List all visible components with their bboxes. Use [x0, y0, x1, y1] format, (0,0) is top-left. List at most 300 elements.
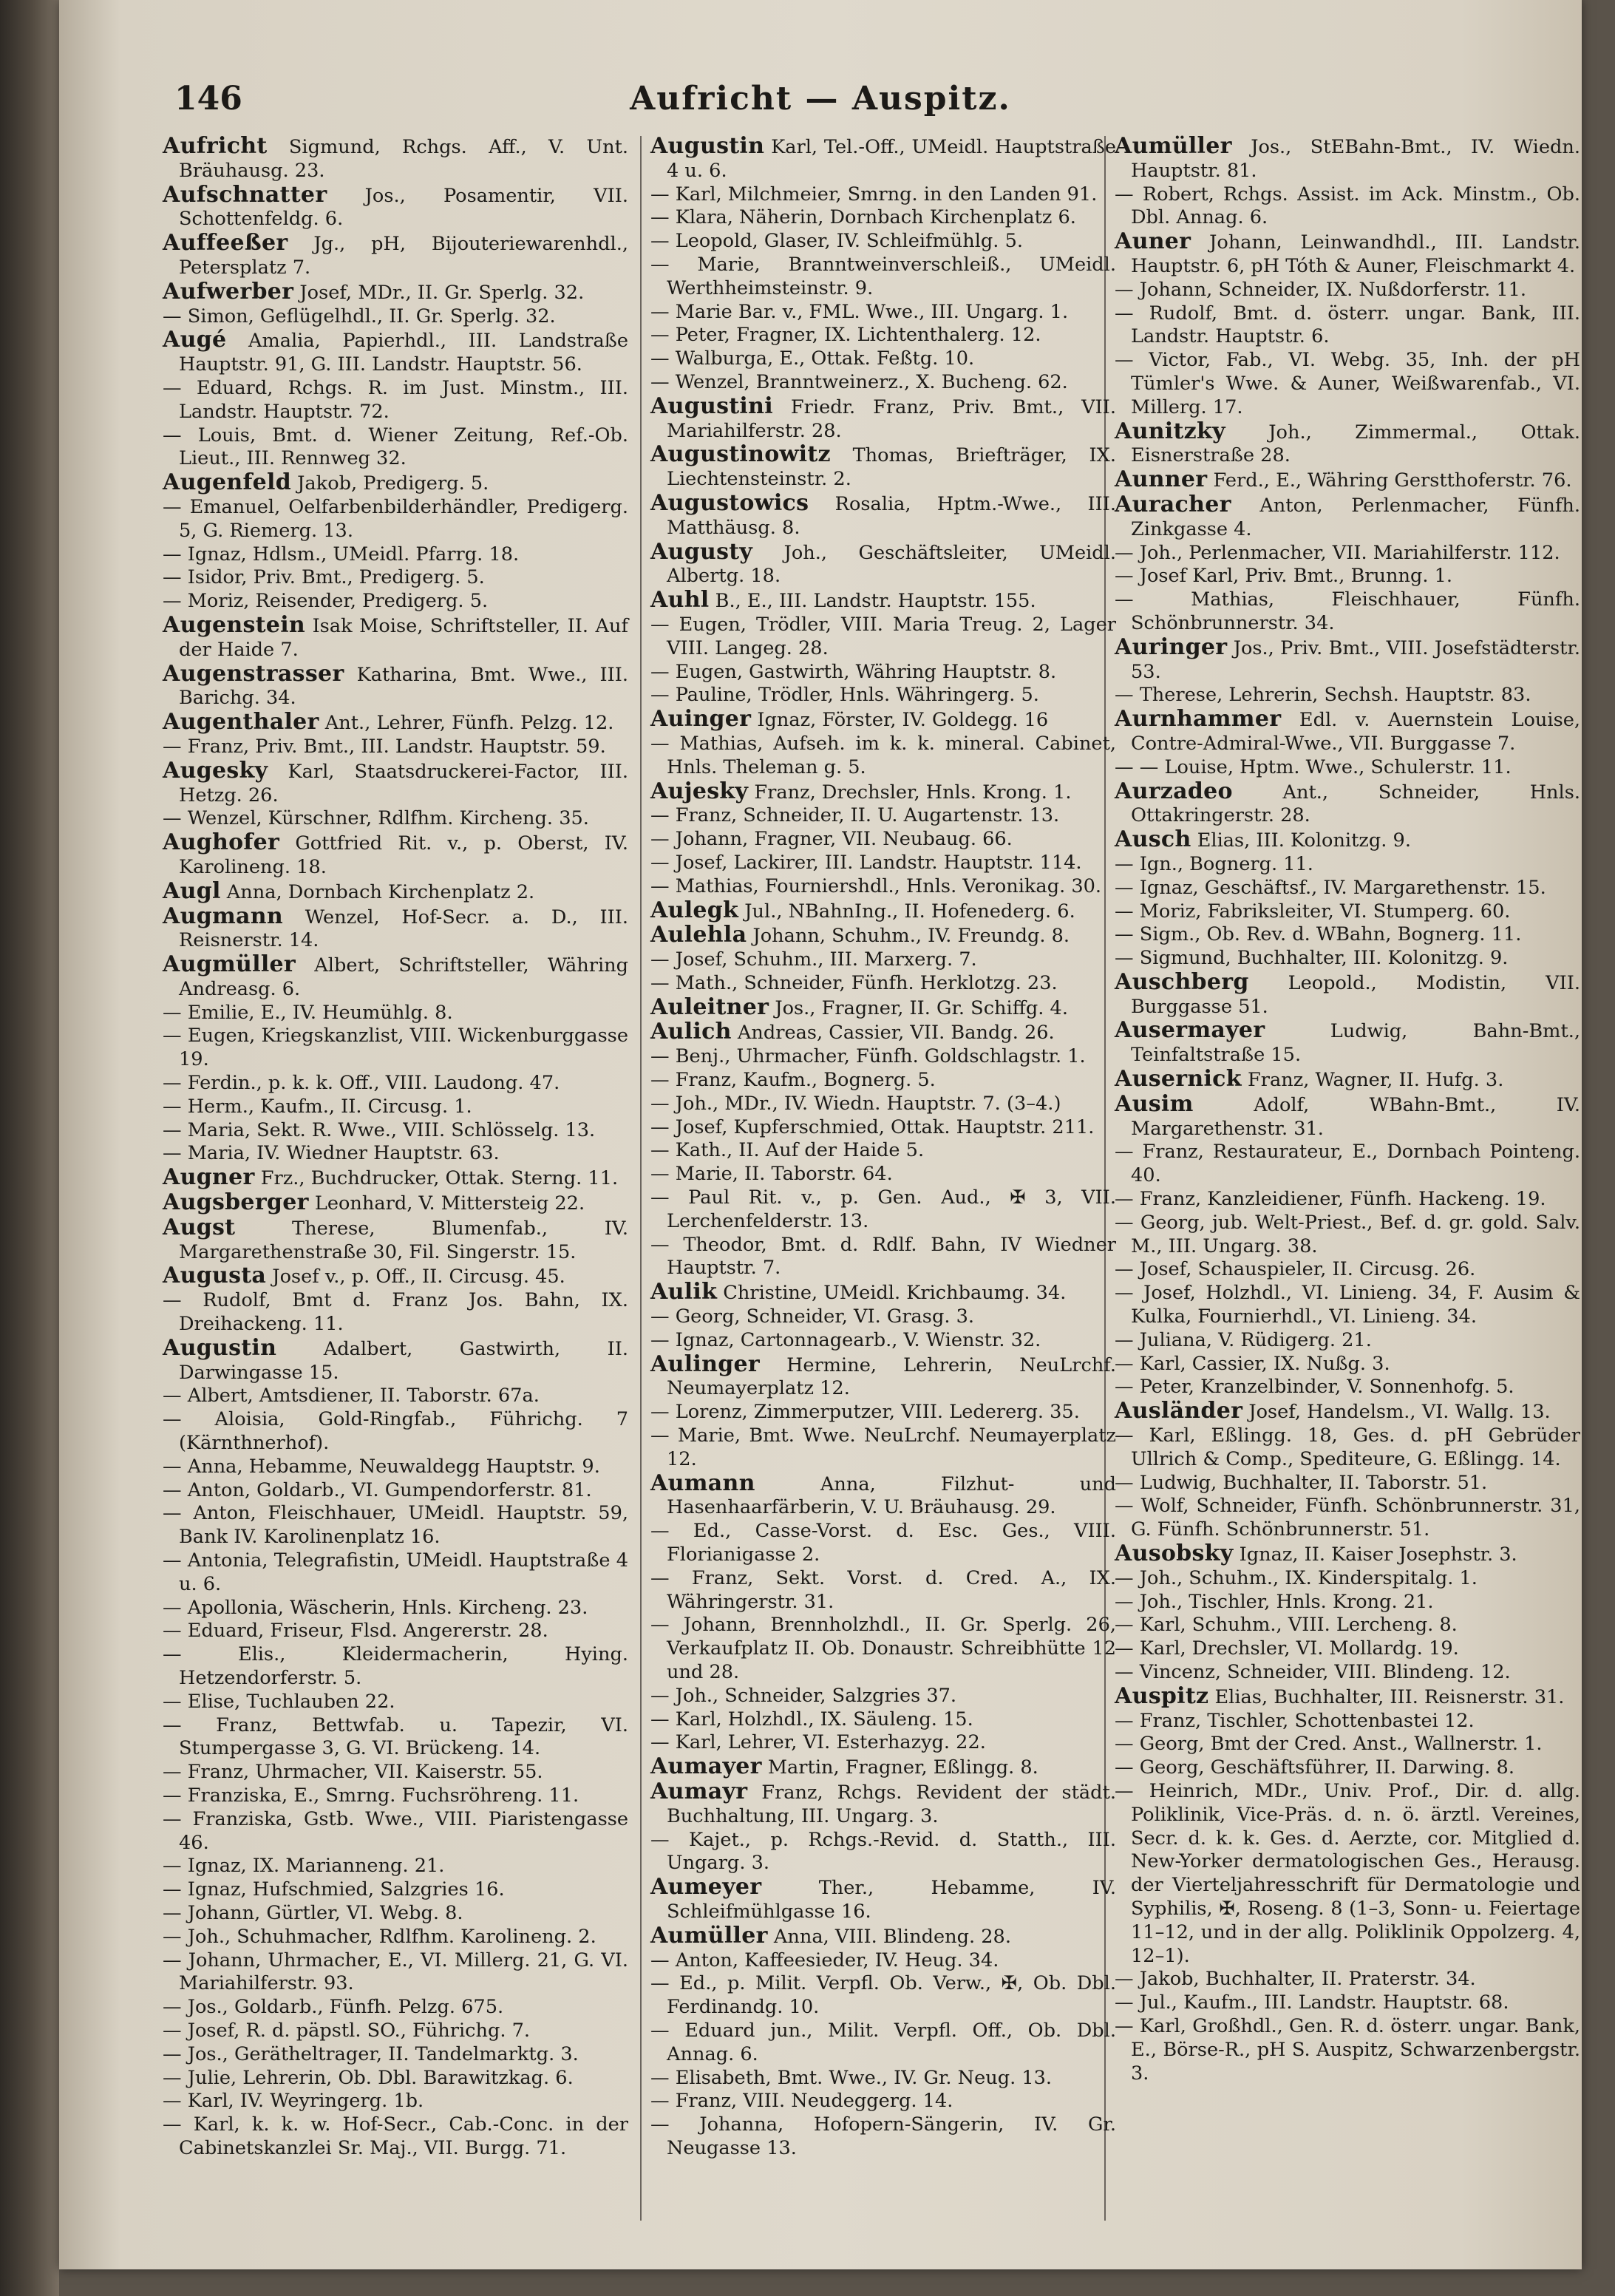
directory-entry [1115, 1376, 1580, 1399]
entry-text: — Karl, IV. Weyringerg. 1b. [163, 2090, 424, 2113]
entry-text: — Eugen, Kriegskanzlist, VIII. Wickenburggasse 19. [163, 1025, 628, 1071]
directory-entry [1115, 1682, 1580, 1710]
directory-entry [650, 1685, 1116, 1708]
entry-text: Joh., Geschäftsleiter, UMeidl. Albertg. 18. [667, 541, 1116, 588]
directory-entry [1115, 1710, 1580, 1733]
entry-text: Andreas, Cassier, VII. Bandg. 26. [731, 1022, 1055, 1045]
entry-text: — Joh., Schuhm., IX. Kinderspitalg. 1. [1115, 1566, 1478, 1589]
directory-entry [650, 443, 1116, 492]
entry-text: — Joh., Schuhmacher, Rdlfhm. Karolineng. 2. [163, 1925, 596, 1948]
entry-text: — Ignaz, Hdlsm., UMeidl. Pfarrg. 18. [163, 543, 520, 565]
entry-text: — Ed., Casse-Vorst. d. Esc. Ges., VIII. Florianigasse 2. [650, 1520, 1116, 1566]
directory-entry [650, 1731, 1116, 1755]
entry-surname: Augesky [163, 757, 268, 784]
directory-entry [163, 1502, 628, 1549]
directory-entry [163, 759, 628, 808]
directory-entry [650, 540, 1116, 589]
directory-entry [650, 733, 1116, 780]
entry-text: Elias, III. Kolonitzg. 9. [1191, 829, 1411, 852]
entry-surname: Auner [1115, 228, 1191, 255]
directory-entry [1115, 707, 1580, 756]
entry-text: — Math., Schneider, Fünfh. Herklotzg. 23. [650, 971, 1058, 994]
entry-surname: Auleitner [650, 994, 769, 1020]
directory-entry [1115, 1991, 1580, 2015]
entry-text: Josef, MDr., II. Gr. Sperlg. 32. [293, 281, 585, 304]
entry-text: — Eduard, Rchgs. R. im Just. Minstm., III. Landstr. Hauptstr. 72. [163, 376, 628, 423]
entry-text: Wenzel, Hof-Secr. a. D., III. Reisnerstr. 14. [179, 906, 628, 952]
entry-text: — Apollonia, Wäscherin, Hnls. Kircheng. 23. [163, 1596, 588, 1619]
entry-text: — Anna, Hebamme, Neuwaldegg Hauptstr. 9. [163, 1455, 600, 1478]
directory-entry [1115, 900, 1580, 924]
directory-entry [1115, 1756, 1580, 1780]
directory-entry [650, 948, 1116, 972]
entry-surname: Aurnhammer [1115, 706, 1282, 733]
entry-text: — Josef, Lackirer, III. Landstr. Hauptstr. 114. [650, 851, 1082, 874]
directory-entry [163, 305, 628, 329]
directory-entry [163, 1385, 628, 1408]
entry-text: Amalia, Papierhdl., III. Landstraße Hauptstr. 91, G. III. Landstr. Hauptstr. 56. [179, 330, 628, 376]
directory-entry [1115, 1329, 1580, 1353]
directory-entry [1115, 1188, 1580, 1212]
directory-entry [1115, 302, 1580, 350]
entry-text: — Anton, Kaffeesieder, IV. Heug. 34. [650, 1949, 999, 1971]
directory-entry [1115, 1472, 1580, 1495]
entry-text: — Elise, Tuchlauben 22. [163, 1690, 395, 1713]
entry-surname: Auschberg [1115, 968, 1249, 995]
directory-entry [650, 852, 1116, 875]
directory-entry [163, 231, 628, 280]
directory-entry [650, 661, 1116, 685]
entry-text: — Karl, Lehrer, VI. Esterhazyg. 22. [650, 1731, 986, 1754]
entry-surname: Aughofer [163, 829, 280, 856]
entry-surname: Augmüller [163, 951, 296, 978]
entry-text: — Elis., Kleidermacherin, Hying. Hetzendorferstr. 5. [163, 1643, 628, 1689]
entry-text: — Franz, Restaurateur, E., Dornbach Pointeng. 40. [1115, 1141, 1580, 1187]
entry-surname: Augustinowitz [650, 441, 831, 468]
entry-text: — Josef, Kupferschmied, Ottak. Hauptstr. 211. [650, 1115, 1095, 1138]
directory-entry [650, 996, 1116, 1021]
directory-entry [650, 2067, 1116, 2090]
entry-text: Ant., Schneider, Hnls. Ottakringerstr. 28. [1131, 781, 1580, 827]
entry-surname: Aurzadeo [1115, 778, 1233, 804]
entry-text: — Eduard jun., Milit. Verpfl. Off., Ob. Dbl. Annag. 6. [650, 2019, 1116, 2065]
entry-text: — Johann, Uhrmacher, E., VI. Millerg. 21, G. VI. Mariahilferstr. 93. [163, 1949, 628, 1995]
directory-entry [163, 1289, 628, 1336]
directory-entry [1115, 1353, 1580, 1376]
entry-text: — Paul Rit. v., p. Gen. Aud., ✠ 3, VII. Lerchenfelderstr. 13. [650, 1186, 1116, 1232]
entry-text: — Simon, Geflügelhdl., II. Gr. Sperlg. 32. [163, 305, 556, 327]
entry-text: — Franziska, E., Smrng. Fuchsröhreng. 11. [163, 1784, 579, 1807]
entry-text: — Joh., MDr., IV. Wiedn. Hauptstr. 7. (3–4.) [650, 1092, 1061, 1115]
entry-surname: Augustini [650, 393, 773, 419]
entry-text: — Walburga, E., Ottak. Feßtg. 10. [650, 347, 975, 370]
directory-entry [1115, 1591, 1580, 1614]
directory-entry [1115, 565, 1580, 588]
directory-entry [650, 1972, 1116, 2020]
entry-text: — Karl, Eßlingg. 18, Ges. d. pH Gebrüder Ullrich & Comp., Spediteure, G. Eßlingg. 14. [1115, 1424, 1580, 1470]
entry-surname: Augst [163, 1214, 236, 1240]
entry-text: — Jul., Kaufm., III. Landstr. Hauptstr. 68. [1115, 1991, 1509, 2014]
entry-text: — Louis, Bmt. d. Wiener Zeitung, Ref.-Ob. Lieut., III. Rennweg 32. [163, 424, 628, 470]
directory-entry [1115, 349, 1580, 419]
entry-text: Ferd., E., Währing Gerstthoferstr. 76. [1207, 469, 1572, 492]
directory-entry [163, 2043, 628, 2067]
entry-surname: Augenfeld [163, 469, 292, 496]
directory-entry [650, 1924, 1116, 1949]
entry-surname: Aumayr [650, 1778, 748, 1804]
entry-text: — Jakob, Buchhalter, II. Praterstr. 34. [1115, 1968, 1476, 1991]
entry-text: — — Louise, Hptm. Wwe., Schulerstr. 11. [1115, 755, 1512, 778]
directory-entry [650, 804, 1116, 828]
directory-entry [163, 543, 628, 567]
entry-surname: Aufwerber [163, 278, 294, 305]
entry-text: — Franz, VIII. Neudeggerg. 14. [650, 2090, 953, 2113]
directory-entry [650, 371, 1116, 395]
directory-entry [163, 831, 628, 880]
directory-entry [650, 1780, 1116, 1829]
directory-entry [163, 2020, 628, 2043]
entry-text: — Moriz, Reisender, Predigerg. 5. [163, 590, 489, 613]
directory-entry [650, 347, 1116, 371]
directory-entry [163, 1643, 628, 1691]
directory-entry [1115, 588, 1580, 636]
entry-text: Leonhard, V. Mittersteig 22. [308, 1192, 585, 1215]
directory-entry [1115, 968, 1580, 1019]
directory-entry [650, 183, 1116, 207]
entry-text: Christine, UMeidl. Krichbaumg. 34. [717, 1282, 1067, 1305]
entry-text: Josef v., p. Off., II. Circusg. 45. [266, 1266, 565, 1288]
directory-entry [163, 1456, 628, 1479]
directory-entry [163, 1597, 628, 1620]
entry-text: — Ignaz, IX. Marianneng. 21. [163, 1855, 445, 1878]
directory-entry [163, 1808, 628, 1855]
entry-surname: Auffeeßer [163, 230, 288, 257]
entry-surname: Ausch [1115, 826, 1191, 853]
directory-entry [163, 2067, 628, 2090]
directory-entry [650, 899, 1116, 924]
entry-text: — Rudolf, Bmt. d. österr. ungar. Bank, III. Landstr. Hauptstr. 6. [1115, 302, 1580, 348]
entry-surname: Aufricht [163, 133, 268, 159]
entry-text: — Franz, Bettwfab. u. Tapezir, VI. Stumpergasse 3, G. VI. Brückeng. 14. [163, 1713, 628, 1760]
directory-entry [650, 780, 1116, 805]
directory-entry [163, 1096, 628, 1119]
entry-text: — Antonia, Telegrafistin, UMeidl. Hauptstraße 4 u. 6. [163, 1549, 628, 1595]
entry-text: Karl, Staatsdruckerei-Factor, III. Hetzg. 26. [179, 760, 628, 806]
directory-entry [1115, 1282, 1580, 1329]
directory-entry [1115, 1495, 1580, 1542]
directory-entry [650, 1305, 1116, 1329]
entry-text: — Moriz, Fabriksleiter, VI. Stumperg. 60. [1115, 900, 1511, 923]
entry-surname: Augsberger [163, 1189, 309, 1216]
entry-text: Friedr. Franz, Priv. Bmt., VII. Mariahilferstr. 28. [667, 395, 1116, 442]
entry-text: — Klara, Näherin, Dornbach Kirchenplatz 6. [650, 206, 1076, 229]
entry-surname: Aulegk [650, 897, 739, 923]
entry-surname: Augenstein [163, 611, 306, 638]
directory-entry [650, 1116, 1116, 1140]
directory-entry [1115, 230, 1580, 279]
directory-entry [1115, 135, 1580, 183]
entry-surname: Augner [163, 1164, 255, 1191]
entry-text: — Wenzel, Kürschner, Rdlfhm. Kircheng. 35. [163, 807, 589, 830]
entry-text: — Sigm., Ob. Rev. d. WBahn, Bognerg. 11. [1115, 923, 1522, 946]
entry-text: Katharina, Bmt. Wwe., III. Barichg. 34. [179, 663, 628, 710]
entry-text: — Marie, Branntweinverschleiß., UMeidl. Werthheimsteinstr. 9. [650, 253, 1116, 299]
entry-text: — Julie, Lehrerin, Ob. Dbl. Barawitzkag. 6. [163, 2066, 574, 2089]
directory-entry [650, 206, 1116, 230]
entry-surname: Aulinger [650, 1351, 760, 1377]
directory-entry [1115, 1399, 1580, 1424]
directory-entry [1115, 1661, 1580, 1685]
directory-entry [650, 1424, 1116, 1472]
entry-text: — Theodor, Bmt. d. Rdlf. Bahn, IV Wiedner Hauptstr. 7. [650, 1233, 1116, 1280]
entry-surname: Augenthaler [163, 709, 319, 736]
directory-entry [1115, 420, 1580, 469]
entry-text: Jos., StEBahn-Bmt., IV. Wiedn. Hauptstr. 81. [1131, 136, 1580, 182]
entry-text: — Albert, Amtsdiener, II. Taborstr. 67a. [163, 1385, 540, 1407]
entry-text: Franz, Rchgs. Revident der städt. Buchhaltung, III. Ungarg. 3. [667, 1781, 1116, 1827]
entry-surname: Auspitz [1115, 1682, 1209, 1709]
entry-text: — Karl, k. k. w. Hof-Secr., Cab.-Conc. in der Cabinetskanzlei Sr. Maj., VII. Burgg. 71. [163, 2113, 628, 2159]
entry-surname: Aumüller [1115, 133, 1232, 159]
entry-text: Franz, Drechsler, Hnls. Krong. 1. [748, 781, 1072, 804]
entry-text: Albert, Schriftsteller, Währing Andreasg. 6. [179, 954, 628, 1000]
entry-text: — Emilie, E., IV. Heumühlg. 8. [163, 1001, 453, 1024]
directory-entry [1115, 756, 1580, 780]
entry-text: — Georg, jub. Welt-Priest., Bef. d. gr. gold. Salv. M., III. Ungarg. 38. [1115, 1211, 1580, 1257]
directory-entry [163, 1902, 628, 1926]
entry-text: Anna, Filzhut- und Hasenhaarfärberin, V. U. Bräuhausg. 29. [667, 1473, 1116, 1519]
directory-entry [1115, 183, 1580, 231]
column-2 [650, 135, 1116, 2161]
entry-surname: Augustowics [650, 489, 809, 516]
entry-text: Elias, Buchhalter, III. Reisnerstr. 31. [1208, 1685, 1565, 1708]
entry-text: — Marie Bar. v., FML. Wwe., III. Ungarg. 1. [650, 300, 1069, 323]
entry-text: — Georg, Geschäftsführer, II. Darwing. 8. [1115, 1756, 1514, 1779]
entry-text: — Karl, Milchmeier, Smrng. in den Landen 91. [650, 183, 1098, 206]
directory-entry [163, 280, 628, 305]
entry-text: Jul., NBahnIng., II. Hofenederg. 6. [738, 900, 1075, 923]
entry-text: — Wolf, Schneider, Fünfh. Schönbrunnerstr. 31, G. Fünfh. Schönbrunnerstr. 51. [1115, 1495, 1580, 1541]
book-spine [0, 0, 59, 2296]
directory-entry [1115, 923, 1580, 947]
directory-entry [163, 1761, 628, 1784]
entry-text: — Juliana, V. Rüdigerg. 21. [1115, 1328, 1372, 1351]
directory-entry [650, 1614, 1116, 1684]
entry-text: — Ignaz, Geschäftsf., IV. Margarethenstr. 15. [1115, 876, 1546, 899]
directory-entry [650, 1093, 1116, 1116]
entry-text: — Josef, Schuhm., III. Marxerg. 7. [650, 948, 977, 971]
directory-entry [650, 2020, 1116, 2067]
running-title: Aufricht — Auspitz. [630, 80, 1011, 118]
entry-text: — Ignaz, Hufschmied, Salzgries 16. [163, 1878, 505, 1901]
entry-text: — Marie, Bmt. Wwe. NeuLrchf. Neumayerplatz 12. [650, 1424, 1116, 1470]
directory-entry [163, 377, 628, 424]
entry-text: — Herm., Kaufm., II. Circusg. 1. [163, 1095, 472, 1118]
page-number: 146 [174, 80, 242, 118]
entry-surname: Aumeyer [650, 1874, 762, 1901]
entry-text: — Aloisia, Gold-Ringfab., Führichg. 7 (Kärnthnerhof). [163, 1408, 628, 1455]
entry-text: — Mathias, Fourniershdl., Hnls. Veronikag. 30. [650, 874, 1102, 897]
entry-text: — Georg, Bmt der Cred. Anst., Wallnerstr. 1. [1115, 1733, 1543, 1756]
directory-entry [650, 230, 1116, 254]
entry-text: — Leopold, Glaser, IV. Schleifmühlg. 5. [650, 230, 1024, 253]
entry-text: — Robert, Rchgs. Assist. im Ack. Minstm., Ob. Dbl. Annag. 6. [1115, 183, 1580, 229]
entry-text: — Ed., p. Milit. Verpfl. Ob. Verw., ✠, Ob. Dbl. Ferdinandg. 10. [650, 1972, 1116, 2019]
directory-entry [650, 707, 1116, 733]
directory-entry [650, 1353, 1116, 1402]
entry-text: Josef, Handelsm., VI. Wallg. 13. [1242, 1401, 1551, 1424]
entry-text: — Anton, Goldarb., VI. Gumpendorferstr. 81. [163, 1478, 592, 1501]
entry-text: Hermine, Lehrerin, NeuLrchf. Neumayerplatz 12. [667, 1354, 1116, 1400]
entry-text: — Peter, Fragner, IX. Lichtenthalerg. 12. [650, 324, 1041, 347]
directory-entry [650, 828, 1116, 852]
entry-text: — Victor, Fab., VI. Webg. 35, Inh. der pH Tümler's Wwe. & Auner, Weißwarenfab., VI. Millerg. 17. [1115, 349, 1580, 418]
directory-entry [650, 301, 1116, 325]
entry-text: — Georg, Schneider, VI. Grasg. 3. [650, 1305, 975, 1328]
directory-entry [1115, 542, 1580, 565]
directory-entry [650, 395, 1116, 444]
directory-entry [163, 424, 628, 472]
directory-entry [163, 1408, 628, 1456]
entry-surname: Augustin [650, 133, 765, 159]
directory-entry [650, 875, 1116, 899]
entry-text: Ant., Lehrer, Fünfh. Pelzg. 12. [319, 712, 614, 735]
directory-entry [650, 1401, 1116, 1424]
entry-surname: Augmann [163, 903, 283, 929]
directory-entry [163, 1336, 628, 1385]
entry-text: — Eduard, Friseur, Flsd. Angererstr. 28. [163, 1620, 548, 1643]
entry-surname: Aunitzky [1115, 418, 1225, 444]
entry-surname: Augustin [163, 1334, 277, 1361]
entry-text: — Benj., Uhrmacher, Fünfh. Goldschlagstr. 1. [650, 1045, 1086, 1068]
entry-surname: Aufschnatter [163, 181, 327, 208]
entry-text: Rosalia, Hptm.-Wwe., III. Matthäusg. 8. [667, 492, 1116, 539]
directory-entry [650, 1329, 1116, 1353]
directory-entry [163, 496, 628, 543]
entry-text: — Therese, Lehrerin, Sechsh. Hauptstr. 83. [1115, 684, 1531, 707]
directory-entry [1115, 1090, 1580, 1141]
directory-entry [1115, 1212, 1580, 1259]
entry-text: Isak Moise, Schriftsteller, II. Auf der Haide 7. [179, 614, 628, 661]
directory-entry [163, 183, 628, 232]
entry-text: — Franz, Sekt. Vorst. d. Cred. A., IX. Währingerstr. 31. [650, 1566, 1116, 1613]
entry-text: Ther., Hebamme, IV. Schleifmühlgasse 16. [667, 1877, 1116, 1923]
entry-text: Ignaz, Förster, IV. Goldegg. 16 [751, 709, 1049, 732]
directory-entry [1115, 1637, 1580, 1661]
entry-surname: Aujesky [650, 778, 749, 804]
entry-text: Jos., Priv. Bmt., VIII. Josefstädterstr. 53. [1131, 636, 1580, 683]
directory-entry [1115, 877, 1580, 900]
entry-text: Franz, Wagner, II. Hufg. 3. [1241, 1069, 1504, 1092]
column-1 [163, 135, 628, 2161]
directory-entry [650, 254, 1116, 301]
directory-entry [163, 710, 628, 736]
directory-entry [163, 1166, 628, 1191]
entry-text: — Mathias, Fleischhauer, Fünfh. Schönbrunnerstr. 34. [1115, 588, 1580, 634]
entry-text: Edl. v. Auernstein Louise, Contre-Admiral-Wwe., VII. Burggasse 7. [1131, 709, 1580, 755]
entry-text: — Mathias, Aufseh. im k. k. mineral. Cabinet, Hnls. Theleman g. 5. [650, 732, 1116, 778]
entry-text: Johann, Leinwandhdl., III. Landstr. Hauptstr. 6, pH Tóth & Auner, Fleischmarkt 4. [1131, 231, 1580, 277]
entry-text: Jos., Fragner, II. Gr. Schiffg. 4. [769, 996, 1068, 1019]
entry-text: — Maria, IV. Wiedner Hauptstr. 63. [163, 1142, 500, 1165]
entry-text: Leopold., Modistin, VII. Burggasse 51. [1131, 971, 1580, 1018]
entry-text: — Johann, Schneider, IX. Nußdorferstr. 11. [1115, 278, 1527, 301]
directory-entry [650, 1139, 1116, 1163]
entry-text: Anna, VIII. Blindeng. 28. [767, 1925, 1011, 1948]
directory-entry [650, 2090, 1116, 2113]
directory-entry [163, 1855, 628, 1878]
entry-text: B., E., III. Landstr. Hauptstr. 155. [709, 590, 1036, 613]
directory-entry [163, 1878, 628, 1902]
entry-surname: Ausim [1115, 1090, 1194, 1117]
directory-entry [650, 1567, 1116, 1614]
directory-entry [1115, 1968, 1580, 1991]
directory-entry [650, 1755, 1116, 1780]
directory-entry [163, 953, 628, 1002]
entry-surname: Auhl [650, 587, 710, 614]
directory-entry [163, 1216, 628, 1265]
directory-entry [1115, 1019, 1580, 1067]
directory-entry [1115, 493, 1580, 542]
entry-text: — Heinrich, MDr., Univ. Prof., Dir. d. allg. Poliklinik, Vice-Präs. d. n. ö. ärztl. Vereines, Secr. d. k. k. Ges. d. Aerzte, cor. Mitglied d. New-Yorker dermatologischen Ges., Herausg. der Vierteljahresschrift für Dermatologie und Syphilis, ✠, Roseng. 8 (1–3, Sonn- u. Feiertage 11–12, und in der allg. Poliklinik Oppolzerg. 4, 12–1). [1115, 1779, 1580, 1967]
directory-entry [650, 1949, 1116, 1973]
directory-entry [650, 1829, 1116, 1876]
directory-entry [163, 1119, 628, 1143]
column-divider [640, 136, 642, 2221]
entry-text: — Johann, Fragner, VII. Neubaug. 66. [650, 828, 1013, 851]
directory-entry [1115, 684, 1580, 707]
entry-text: — Emanuel, Oelfarbenbilderhändler, Predigerg. 5, G. Riemerg. 13. [163, 495, 628, 542]
entry-surname: Ausernick [1115, 1066, 1242, 1093]
directory-entry [163, 328, 628, 377]
directory-entry [1115, 828, 1580, 853]
entry-text: — Eugen, Gastwirth, Währing Hauptstr. 8. [650, 660, 1057, 683]
entry-text: — Wenzel, Branntweinerz., X. Bucheng. 62. [650, 370, 1068, 393]
directory-entry [163, 1926, 628, 1949]
directory-entry [1115, 780, 1580, 829]
column-3 [1115, 135, 1580, 2085]
entry-text: — Josef, R. d. päpstl. SO., Führichg. 7. [163, 2019, 531, 2042]
directory-entry [163, 590, 628, 614]
directory-entry [1115, 2015, 1580, 2085]
directory-entry [650, 684, 1116, 707]
directory-entry [163, 135, 628, 183]
entry-text: — Isidor, Priv. Bmt., Predigerg. 5. [163, 566, 485, 589]
entry-text: — Kath., II. Auf der Haide 5. [650, 1139, 925, 1162]
entry-text: — Franz, Kaufm., Bognerg. 5. [650, 1069, 936, 1092]
directory-entry [163, 1620, 628, 1643]
entry-text: Sigmund, Rchgs. Aff., V. Unt. Bräuhausg. 23. [179, 136, 628, 182]
directory-entry [163, 1479, 628, 1503]
directory-entry [650, 923, 1116, 948]
directory-entry [1115, 636, 1580, 685]
directory-entry [163, 2113, 628, 2161]
entry-text: — Ludwig, Buchhalter, II. Taborstr. 51. [1115, 1471, 1488, 1494]
directory-entry [1115, 1141, 1580, 1188]
entry-surname: Aulik [650, 1279, 718, 1305]
entry-surname: Auringer [1115, 634, 1228, 660]
directory-entry [650, 1163, 1116, 1186]
directory-entry [163, 1264, 628, 1289]
entry-surname: Aulehla [650, 922, 747, 948]
entry-surname: Aumüller [650, 1922, 768, 1949]
directory-entry [163, 905, 628, 954]
entry-surname: Augusty [650, 538, 753, 565]
directory-entry [650, 1234, 1116, 1281]
entry-text: — Sigmund, Buchhalter, III. Kolonitzg. 9. [1115, 947, 1509, 970]
directory-entry [163, 1025, 628, 1072]
entry-text: — Josef, Schauspieler, II. Circusg. 26. [1115, 1258, 1476, 1281]
